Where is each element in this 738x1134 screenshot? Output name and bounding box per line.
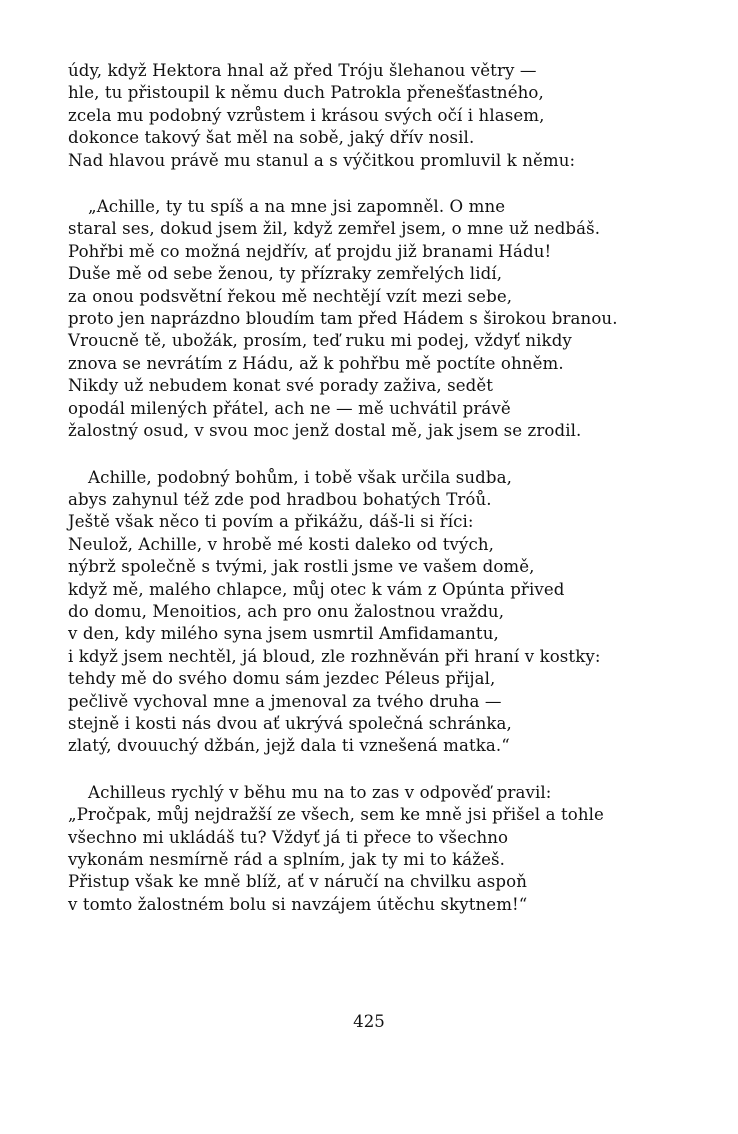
stanza-3 [68, 467, 728, 758]
verse-line: Nikdy už nebudem konat své porady zaživa, sedět [68, 376, 494, 396]
verse-line: Achille, podobný bohům, i tobě však určila sudba, [88, 467, 512, 487]
verse-line: Nad hlavou právě mu stanul a s výčitkou promluvil k němu: [68, 150, 576, 170]
verse-line: Přistup však ke mně blíž, ať v náručí na chvilku aspoň [68, 872, 527, 892]
verse-line: Vroucně tě, ubožák, prosím, teď ruku mi podej, vždyť nikdy [68, 331, 572, 351]
verse-line: pečlivě vychoval mne a jmenoval za tvého druha — [68, 691, 502, 711]
poem-text [68, 60, 728, 940]
verse-line: i když jsem nechtěl, já bloud, zle rozhněván při hraní v kostky: [68, 646, 601, 666]
verse-line: tehdy mě do svého domu sám jezdec Péleus přijal, [68, 669, 496, 689]
verse-line: když mě, malého chlapce, můj otec k vám z Opúnta přived [68, 579, 565, 599]
verse-line: údy, když Hektora hnal až před Tróju šlehanou větry — [68, 61, 537, 80]
verse-line: zlatý, dvouuchý džbán, jejž dala ti vznešená matka.“ [68, 736, 510, 756]
verse-line: hle, tu přistoupil k němu duch Patrokla přenešťastného, [68, 83, 544, 103]
verse-line: všechno mi ukládáš tu? Vždyť já ti přece to všechno [68, 827, 509, 847]
verse-line: znova se nevrátím z Hádu, až k pohřbu mě poctíte ohněm. [68, 353, 564, 373]
verse-line: Pohřbi mě co možná nejdřív, ať projdu již branami Hádu! [68, 241, 552, 261]
verse-line: Neulož, Achille, v hrobě mé kosti daleko od tvých, [68, 534, 495, 554]
verse-line: „Achille, ty tu spíš a na mne jsi zapomněl. O mne [88, 197, 506, 217]
verse-line: stejně i kosti nás dvou ať ukrývá společná schránka, [68, 713, 512, 733]
verse-line: „Pročpak, můj nejdražší ze všech, sem ke mně jsi přišel a tohle [68, 805, 604, 825]
verse-line: v tomto žalostném bolu si navzájem útěchu skytnem!“ [68, 894, 528, 914]
verse-line: nýbrž společně s tvými, jak rostli jsme ve vašem domě, [68, 557, 535, 577]
verse-line: dokonce takový šat měl na sobě, jaký dřív nosil. [68, 128, 475, 148]
verse-line: do domu, Menoitios, ach pro onu žalostnou vraždu, [68, 601, 505, 621]
verse-line: za onou podsvětní řekou mě nechtějí vzít mezi sebe, [68, 286, 513, 306]
verse-line: opodál milených přátel, ach ne — mě uchvátil právě [68, 398, 511, 418]
verse-line: Duše mě od sebe ženou, ty přízraky zemřelých lidí, [68, 264, 503, 284]
verse-line: žalostný osud, v svou moc jenž dostal mě, jak jsem se zrodil. [68, 421, 582, 441]
verse-line: vykonám nesmírně rád a splním, jak ty mi to kážeš. [68, 850, 506, 869]
stanza-2 [68, 196, 728, 442]
verse-line: Ještě však něco ti povím a přikážu, dáš-li si říci: [68, 512, 474, 532]
verse-line: proto jen naprázdno bloudím tam před Hádem s širokou branou. [68, 309, 618, 329]
verse-line: Achilleus rychlý v běhu mu na to zas v odpověď pravil: [88, 782, 552, 802]
stanza-4 [68, 782, 728, 916]
verse-line: v den, kdy milého syna jsem usmrtil Amfidamantu, [68, 624, 499, 644]
page-number: 425 [353, 1012, 385, 1031]
verse-line: abys zahynul též zde pod hradbou bohatých Tróů. [68, 489, 492, 509]
verse-line: staral ses, dokud jsem žil, když zemřel jsem, o mne už nedbáš. [68, 219, 601, 239]
stanza-1 [68, 60, 728, 172]
verse-line: zcela mu podobný vzrůstem i krásou svých očí i hlasem, [68, 105, 545, 125]
